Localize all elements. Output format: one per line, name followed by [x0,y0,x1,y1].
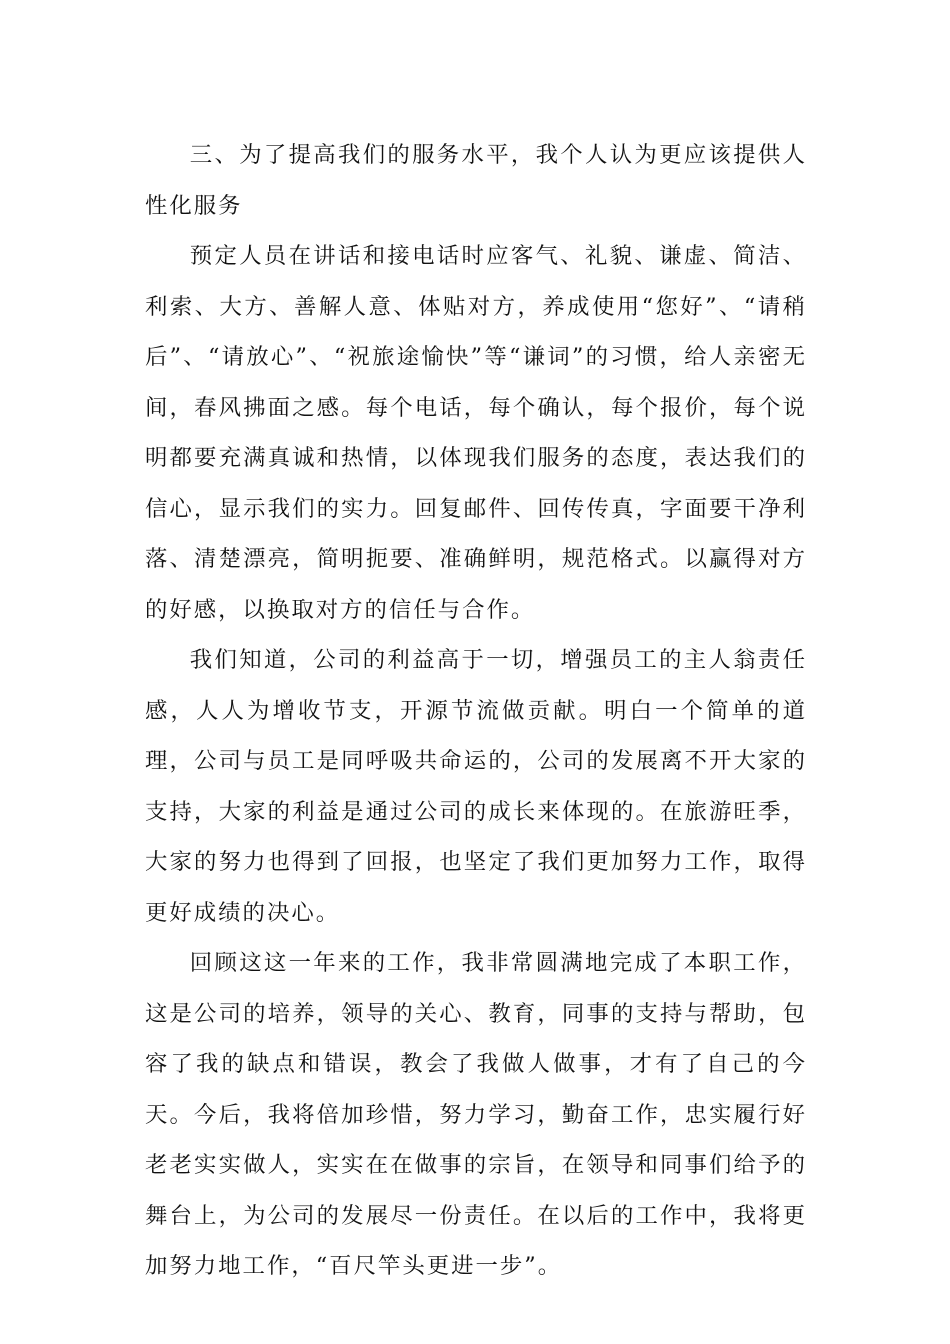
body-paragraph: 我们知道，公司的利益高于一切，增强员工的主人翁责任感，人人为增收节支，开源节流做贡献。明白一个简单的道理，公司与员工是同呼吸共命运的，公司的发展离不开大家的支持，大家的利益是通过公司的成长来体现的。在旅游旺季，大家的努力也得到了回报，也坚定了我们更加努力工作，取得更好成绩的决心。 [145,647,807,926]
body-paragraph: 回顾这这一年来的工作，我非常圆满地完成了本职工作，这是公司的培养，领导的关心、教育，同事的支持与帮助，包容了我的缺点和错误，教会了我做人做事，才有了自己的今天。今后，我将倍加珍惜，努力学习，勤奋工作，忠实履行好老老实实做人，实实在在做事的宗旨，在领导和同事们给予的舞台上，为公司的发展尽一份责任。在以后的工作中，我将更加努力地工作，“百尺竿头更进一步”。 [145,950,807,1279]
body-paragraph: 预定人员在讲话和接电话时应客气、礼貌、谦虚、简洁、利索、大方、善解人意、体贴对方，养成使用“您好”、“请稍后”、“请放心”、“祝旅途愉快”等“谦词”的习惯，给人亲密无间，春风拂面之感。每个电话，每个确认，每个报价，每个说明都要充满真诚和热情，以体现我们服务的态度，表达我们的信心，显示我们的实力。回复邮件、回传传真，字面要干净利落、清楚漂亮，简明扼要、准确鲜明，规范格式。以赢得对方的好感，以换取对方的信任与合作。 [145,243,807,623]
section-heading: 三、为了提高我们的服务水平，我个人认为更应该提供人性化服务 [145,142,807,219]
document-page [145,130,807,1292]
